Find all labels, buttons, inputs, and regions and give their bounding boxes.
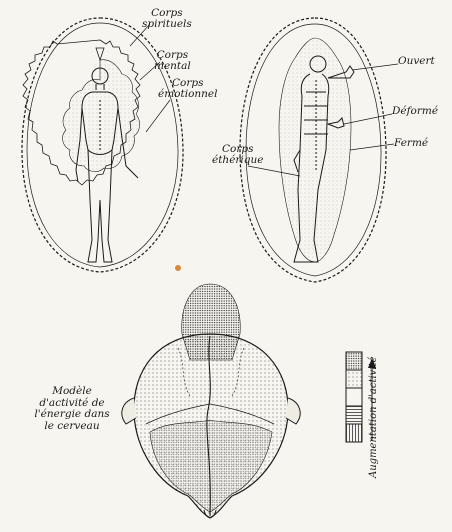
label-open: Ouvert [398, 55, 435, 67]
brain-caption: Modèle d'activité de l'énergie dans le cerveau [34, 385, 110, 432]
label-spiritual-bodies: Corps spirituels [142, 7, 192, 30]
label-closed: Fermé [394, 137, 429, 149]
label-emotional-body: Corps émotionnel [158, 77, 218, 100]
brain-diagram [122, 284, 300, 518]
scale-step-5 [346, 424, 362, 442]
label-mental-body: Corps mental [154, 49, 191, 72]
scale-step-4 [346, 406, 362, 424]
scale-step-1 [346, 352, 362, 370]
label-etheric-body: Corps éthérique [212, 143, 264, 166]
scale-label: Augmentation d'activité [368, 356, 379, 478]
right-etheric-figure [240, 18, 398, 282]
scale-step-3 [346, 388, 362, 406]
scale-step-2 [346, 370, 362, 388]
accent-mark [175, 265, 181, 271]
label-deformed: Déformé [392, 105, 439, 117]
